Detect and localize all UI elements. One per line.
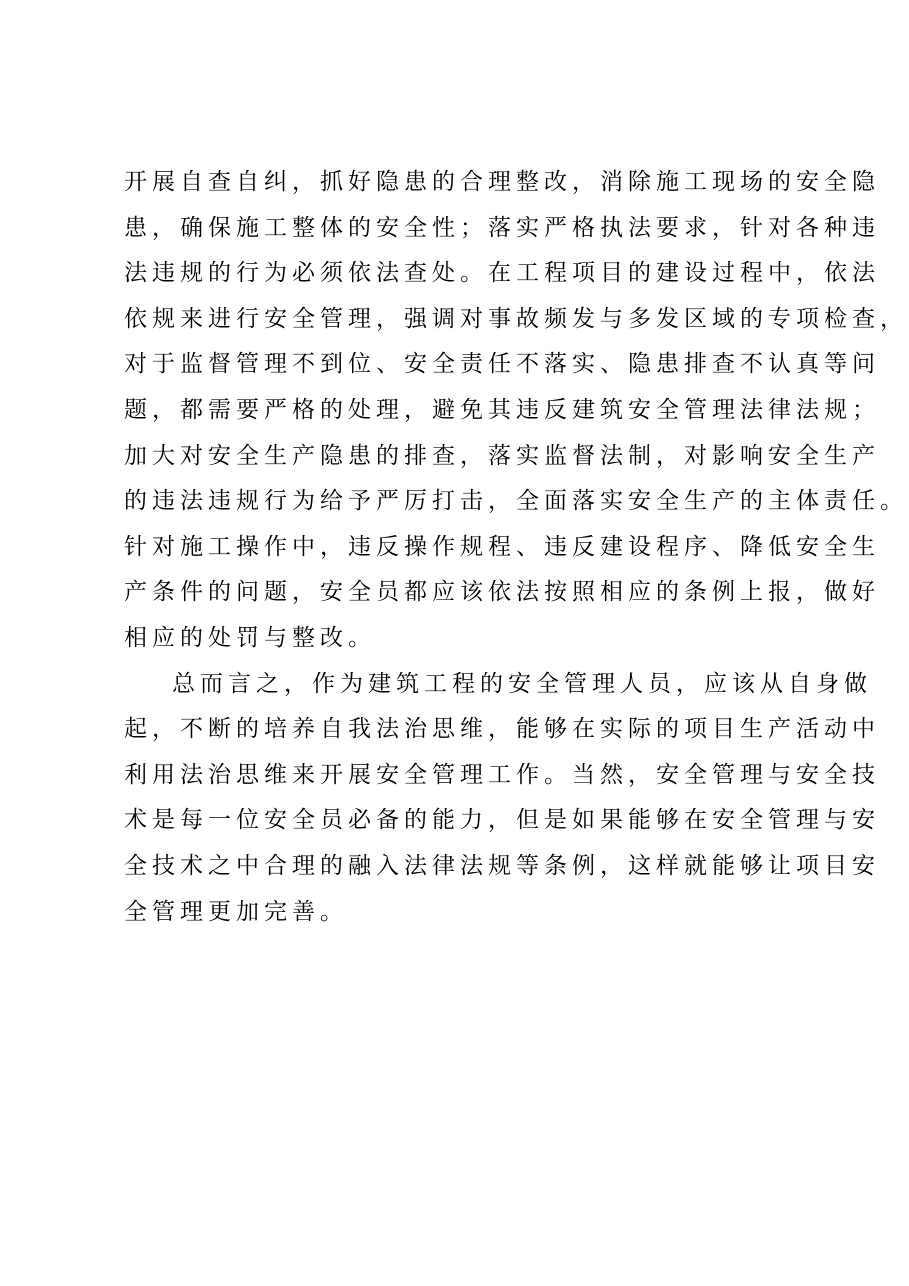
text-line: 利用法治思维来开展安全管理工作。当然，安全管理与安全技 xyxy=(124,761,880,788)
paragraph-1 xyxy=(124,160,908,662)
text-line: 总而言之，作为建筑工程的安全管理人员，应该从自身做 xyxy=(172,670,872,697)
text-line: 针对施工操作中，违反操作规程、违反建设程序、降低安全生 xyxy=(124,533,880,560)
text-line: 产条件的问题，安全员都应该依法按照相应的条例上报，做好 xyxy=(124,579,880,606)
text-line: 全管理更加完善。 xyxy=(124,898,348,925)
text-line: 起，不断的培养自我法治思维，能够在实际的项目生产活动中 xyxy=(124,716,880,743)
body-text xyxy=(124,160,908,935)
text-line: 患，确保施工整体的安全性；落实严格执法要求，针对各种违 xyxy=(124,214,880,241)
text-line: 对于监督管理不到位、安全责任不落实、隐患排查不认真等问 xyxy=(124,351,880,378)
text-line: 术是每一位安全员必备的能力，但是如果能够在安全管理与安 xyxy=(124,807,880,834)
text-line: 全技术之中合理的融入法律法规等条例，这样就能够让项目安 xyxy=(124,852,880,879)
text-line: 加大对安全生产隐患的排查，落实监督法制，对影响安全生产 xyxy=(124,442,880,469)
text-line: 开展自查自纠，抓好隐患的合理整改，消除施工现场的安全隐 xyxy=(124,169,880,195)
text-line: 相应的处罚与整改。 xyxy=(124,624,376,651)
text-line: 法违规的行为必须依法查处。在工程项目的建设过程中，依法 xyxy=(124,260,880,287)
text-line: 题，都需要严格的处理，避免其违反建筑安全管理法律法规； xyxy=(124,396,880,423)
text-line: 依规来进行安全管理，强调对事故频发与多发区域的专项检查， xyxy=(124,305,908,332)
text-line: 的违法违规行为给予严厉打击，全面落实安全生产的主体责任。 xyxy=(124,488,908,515)
paragraph-2 xyxy=(124,662,880,936)
